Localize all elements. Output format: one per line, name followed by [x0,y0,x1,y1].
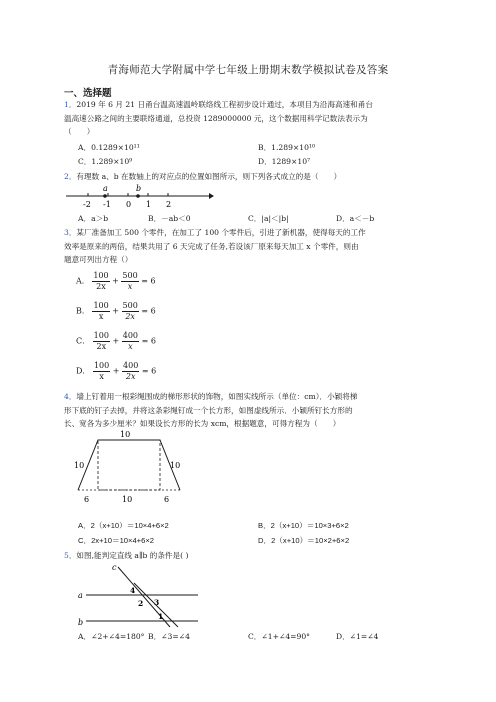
option-d[interactable]: D．∠1=∠4 [336,632,379,641]
numerator: 400 [122,331,139,340]
numerator: 100 [93,271,109,280]
equation-rhs: = 6 [141,306,156,316]
denominator: x [127,282,133,291]
denominator: x [98,312,104,321]
point-b-label: b [136,184,142,193]
option-a[interactable]: A． $\frac{100}{2x}$ + $\frac{500}{x}$ = 6 [76,271,156,291]
angle-label: 3 [154,598,160,607]
numerator: 100 [93,361,110,370]
dimension-label: 6 [84,495,90,504]
option-label: C． [76,336,91,346]
denominator: 2x [125,372,136,381]
option-b[interactable]: B． $\frac{100}{x}$ + $\frac{500}{2x}$ = 6 [76,301,156,321]
point-b-marker [136,194,140,198]
option-c[interactable]: C．|a|＜|b| [248,214,289,223]
fraction [122,361,139,382]
option-label: A． [76,276,90,286]
number-line-figure [64,182,214,210]
axis-tick-label: 0 [126,200,132,209]
rectangle-dashed [98,440,160,490]
axis-tick-label: -1 [103,200,111,209]
question-text: 题意可列出方程（） [64,255,133,264]
denominator: 2x [125,312,135,321]
question-text: ．2019 年 6 月 21 日甬台温高速温岭联络线工程初步设计通过，本项目为沿海高速和甬台 [68,100,373,109]
numerator: 100 [93,301,109,310]
line-label-c: c [112,563,117,572]
option-d[interactable]: D． $\frac{100}{x}$ + $\frac{400}{2x}$ = 6 [76,361,157,381]
axis-tick-label: 1 [146,200,152,209]
equation-rhs: = 6 [141,336,156,346]
point-a-label: a [103,184,108,193]
angle-label: 4 [130,586,136,595]
denominator: x [128,342,133,351]
denominator: 2x [96,282,106,291]
option-label: B． [76,306,90,316]
line-label-a: a [78,591,83,600]
question-text: 效率是原来的两倍，结果共用了 6 天完成了任务,若设该厂原来每天加工 x 个零件，则由 [64,241,359,251]
point-a-marker [103,194,107,198]
question-4 [64,390,357,431]
option-c[interactable]: C．2x+10＝10×4+6×2 [78,536,154,545]
angle-label: 2 [138,599,144,608]
option-label: D． [76,366,91,376]
question-text: ．如图,能判定直线 a∥b 的条件是( ) [68,551,189,560]
option-c[interactable]: C．1.289×10⁹ [78,157,133,166]
question-text: （ ） [64,127,95,136]
dimension-label: 10 [122,495,133,504]
question-3 [64,226,366,267]
page-title: 青海师范大学附属中学七年级上册期末数学模拟试卷及答案 [107,64,389,76]
axis-tick-label: 2 [166,200,172,209]
equation-rhs: = 6 [141,276,156,286]
fraction [92,301,109,322]
option-c[interactable]: C．∠1+∠4=90° [248,632,310,641]
numerator: 500 [122,271,138,280]
section-heading: 一、选择题 [64,88,112,99]
dimension-label: 10 [120,430,131,439]
fraction [92,271,109,292]
fraction [93,361,110,382]
line-label-b: b [78,618,84,627]
question-number: 1 [64,100,69,109]
trapezoid-figure [70,428,200,518]
arrow-icon [209,193,214,199]
fraction [122,331,139,352]
question-text: 形下底的钉子去掉，并将这条彩绳钉成一个长方形，如图虚线所示．小颖所钉长方形的 [64,405,353,415]
denominator: x [99,372,104,381]
option-a[interactable]: A．2（x+10）＝10×4+6×2 [78,521,169,530]
dimension-label: 10 [170,461,181,470]
question-number: 5 [64,551,69,560]
option-b[interactable]: B．∠3=∠4 [148,632,190,641]
parallel-lines-figure [72,561,202,629]
option-b[interactable]: B．1.289×10¹⁰ [258,143,316,152]
option-b[interactable]: B．2（x+10）＝10×3+6×2 [258,521,349,530]
question-text: ．墙上钉着用一根彩绳围成的梯形形状的饰物，如图实线所示（单位：cm）．小颖将梯 [68,392,358,401]
question-text: 温高速公路之间的主要联络通道，总投资 1289000000 元，这个数据用科学记数法表示为 [64,113,368,123]
question-1 [64,98,373,139]
option-d[interactable]: D．a＜－b [336,214,375,223]
fraction [122,301,139,322]
fraction [121,271,138,292]
question-text: 长、宽各为多少厘米？如果设长方形的长为 xcm，根据题意，可得方程为（ ） [64,419,341,428]
numerator: 500 [122,301,138,310]
option-a[interactable]: A．∠2+∠4=180° [78,632,145,641]
angle-label: 1 [158,612,164,621]
question-number: 4 [64,392,69,401]
option-d[interactable]: D．2（x+10）＝10×2+6×2 [258,536,350,545]
numerator: 100 [93,331,109,340]
dimension-label: 6 [164,495,170,504]
option-c[interactable]: C． $\frac{100}{2x}$ + $\frac{400}{x}$ = 6 [76,331,156,351]
option-a[interactable]: A．a＞b [78,214,109,223]
question-number: 3 [64,228,69,237]
question-number: 2 [64,172,69,181]
equation-rhs: = 6 [141,366,157,376]
option-b[interactable]: B．－ab＜0 [148,214,191,223]
trapezoid-outline [78,440,180,490]
question-text: ．某厂准备加工 500 个零件，在加工了 100 个零件后，引进了新机器，使得每天的工作 [68,228,366,237]
numerator: 400 [123,361,139,370]
question-text: ．有理数 a、b 在数轴上的对应点的位置如图所示，则下列各式成立的是（ ） [68,172,342,181]
denominator: 2x [96,342,107,351]
option-a[interactable]: A．0.1289×10¹¹ [78,143,140,152]
dimension-label: 10 [74,461,85,470]
fraction [93,331,110,352]
axis-tick-label: -2 [83,200,91,209]
option-d[interactable]: D．1289×10⁷ [258,157,311,166]
